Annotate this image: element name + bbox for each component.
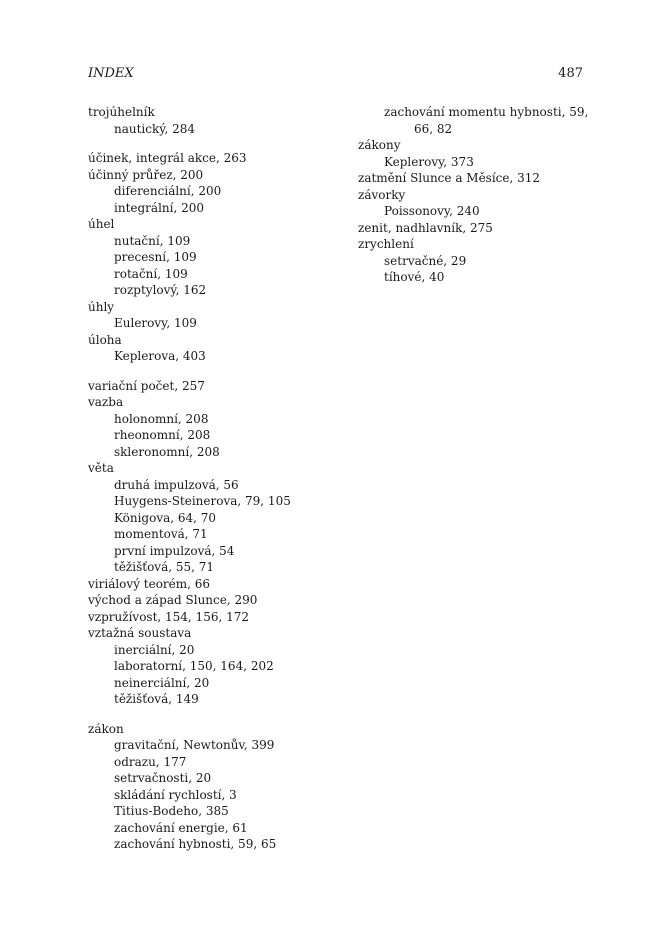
index-subentry: Huygens-Steinerova, 79, 105 [114, 494, 291, 508]
index-subentry: Titius-Bodeho, 385 [114, 804, 229, 818]
index-entry: účinek, integrál akce, 263 [88, 151, 247, 165]
index-subentry: odrazu, 177 [114, 754, 187, 769]
index-subentry: první impulzová, 54 [114, 543, 235, 558]
index-subentry: Eulerovy, 109 [114, 316, 197, 330]
index-entry: vztažná soustava [88, 626, 192, 640]
index-entry: účinný průřez, 200 [88, 167, 204, 182]
index-subentry: precesní, 109 [114, 250, 197, 264]
index-entry: závorky [358, 187, 406, 202]
running-header-title: INDEX [88, 66, 134, 81]
index-column-left [88, 104, 350, 853]
index-subentry: Poissonovy, 240 [384, 204, 480, 218]
index-column-right [358, 104, 588, 286]
index-entry: vazba [88, 395, 124, 409]
index-subentry: neinerciální, 20 [114, 675, 210, 690]
index-entry: zatmění Slunce a Měsíce, 312 [358, 171, 541, 185]
index-entry: úhel [88, 217, 115, 231]
index-subentry: 66, 82 [414, 121, 453, 136]
index-subentry: integrální, 200 [114, 200, 204, 215]
index-entry: úhly [88, 299, 115, 314]
index-subentry: skládání rychlostí, 3 [114, 787, 237, 802]
index-subentry: Keplerova, 403 [114, 349, 206, 363]
page-number: 487 [558, 66, 583, 81]
index-entry: viriálový teorém, 66 [88, 576, 211, 591]
index-subentry: rotační, 109 [114, 266, 188, 281]
index-entry: variační počet, 257 [88, 378, 205, 393]
index-subentry: momentová, 71 [114, 527, 208, 541]
index-subentry: nautický, 284 [114, 121, 195, 136]
index-subentry: nutační, 109 [114, 233, 191, 248]
index-entry: vzpružívost, 154, 156, 172 [88, 609, 249, 624]
index-subentry: skleronomní, 208 [114, 444, 220, 459]
index-subentry: holonomní, 208 [114, 411, 209, 426]
section-gap [88, 708, 350, 721]
index-subentry: tíhové, 40 [384, 270, 445, 284]
index-subentry: gravitační, Newtonův, 399 [114, 738, 275, 752]
index-subentry: zachování energie, 61 [114, 820, 248, 835]
index-entry: zrychlení [358, 237, 414, 251]
index-entry: úloha [88, 332, 122, 347]
section-gap [88, 365, 350, 378]
index-subentry: zachování hybnosti, 59, 65 [114, 837, 277, 851]
index-subentry: rozptylový, 162 [114, 283, 207, 297]
index-subentry: setrvačnosti, 20 [114, 771, 212, 785]
index-subentry: Keplerovy, 373 [384, 154, 474, 169]
index-entry: zákon [88, 721, 124, 736]
section-gap [88, 137, 350, 150]
index-subentry: Königova, 64, 70 [114, 510, 217, 525]
index-subentry: laboratorní, 150, 164, 202 [114, 659, 274, 673]
index-subentry: rheonomní, 208 [114, 428, 211, 442]
index-subentry: diferenciální, 200 [114, 184, 222, 198]
index-entry: věta [88, 461, 114, 475]
index-entry: trojúhelník [88, 105, 155, 119]
index-entry: zákony [358, 138, 401, 152]
index-subentry: druhá impulzová, 56 [114, 477, 239, 492]
index-subentry: zachování momentu hybnosti, 59, [384, 105, 589, 119]
index-subentry: setrvačné, 29 [384, 253, 467, 268]
index-subentry: těžišťová, 55, 71 [114, 560, 215, 574]
index-entry: východ a západ Slunce, 290 [88, 593, 258, 607]
index-subentry: těžišťová, 149 [114, 692, 199, 706]
index-entry: zenit, nadhlavník, 275 [358, 220, 493, 235]
index-subentry: inerciální, 20 [114, 642, 195, 657]
